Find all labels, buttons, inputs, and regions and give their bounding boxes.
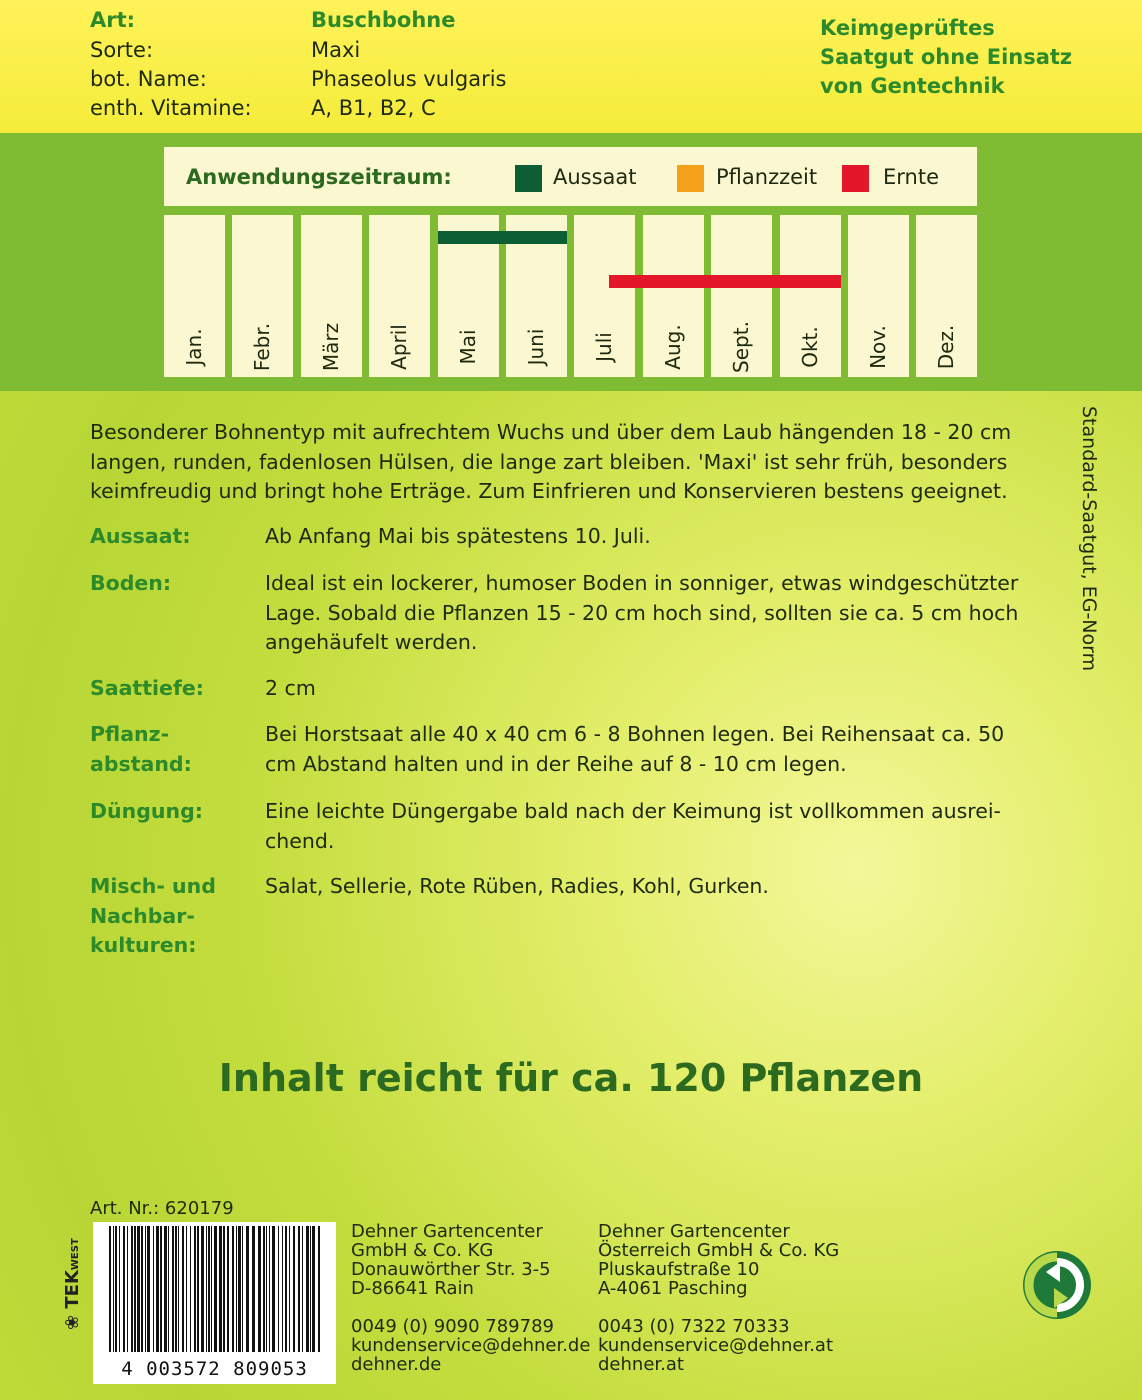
- address-de-web[interactable]: dehner.de: [351, 1354, 442, 1375]
- section-label-pflanzabstand: Pflanz- abstand:: [90, 722, 192, 776]
- month-column: [232, 215, 293, 377]
- section-text-aussaat: Ab Anfang Mai bis spätestens 10. Juli.: [265, 524, 651, 548]
- address-at: [598, 1222, 839, 1374]
- barcode-bar: [115, 1226, 117, 1352]
- barcode-bar: [293, 1226, 295, 1352]
- barcode: [93, 1222, 336, 1384]
- barcode-bar: [109, 1226, 111, 1352]
- section-text-boden: Ideal ist ein lockerer, humoser Boden in sonniger, etwas windgeschützter Lage. Sobald die Pflanzen 15 - 20 cm hoch sind, sollten sie ca. 5 cm hoch angehäufelt werden.: [265, 571, 1019, 654]
- barcode-bar: [141, 1226, 143, 1352]
- month-column: [711, 215, 772, 377]
- month-column: [301, 215, 362, 377]
- address-at-line: A-4061 Pasching: [598, 1278, 748, 1299]
- barcode-bar: [246, 1226, 249, 1352]
- barcode-bar: [123, 1226, 125, 1352]
- printer-mark: [62, 1238, 83, 1330]
- month-column: [916, 215, 977, 377]
- address-de-line: Donauwörther Str. 3-5: [351, 1259, 551, 1280]
- month-label: Mai: [455, 329, 480, 365]
- barcode-bar: [119, 1226, 120, 1352]
- barcode-bar: [232, 1226, 234, 1352]
- barcode-bar: [175, 1226, 177, 1352]
- barcode-bar: [223, 1226, 225, 1352]
- calendar-legend: [164, 147, 977, 206]
- barcode-bar: [208, 1226, 210, 1352]
- address-at-phone: 0043 (0) 7322 70333: [598, 1316, 790, 1337]
- standard-note: Standard-Saatgut, EG-Norm: [1078, 406, 1100, 672]
- month-label: Aug.: [660, 324, 685, 370]
- barcode-bar: [227, 1226, 229, 1352]
- barcode-bar: [306, 1226, 309, 1352]
- month-label: Febr.: [250, 322, 275, 372]
- badge-line-3: von Gentechnik: [820, 74, 1005, 98]
- barcode-bar: [137, 1226, 140, 1352]
- barcode-bar: [278, 1226, 279, 1352]
- barcode-bar: [242, 1226, 243, 1352]
- barcode-bar: [310, 1226, 311, 1352]
- section-label-aussaat: Aussaat:: [90, 524, 191, 548]
- address-de-line: GmbH & Co. KG: [351, 1240, 494, 1261]
- address-at-line: Österreich GmbH & Co. KG: [598, 1240, 840, 1261]
- period-bar-ernte: [609, 275, 841, 288]
- barcode-bar: [252, 1226, 255, 1352]
- article-number: Art. Nr.: 620179: [90, 1198, 234, 1219]
- barcode-bar: [289, 1226, 290, 1352]
- barcode-bar: [201, 1226, 204, 1352]
- barcode-bar: [214, 1226, 217, 1352]
- barcode-bar: [302, 1226, 303, 1352]
- barcode-bar: [178, 1226, 179, 1352]
- month-column: [643, 215, 704, 377]
- label-art: Art:: [90, 8, 136, 32]
- leaf-icon: ❀: [62, 1314, 83, 1330]
- barcode-bar: [272, 1226, 275, 1352]
- value-bot-name: Phaseolus vulgaris: [311, 67, 507, 91]
- barcode-bar: [238, 1226, 241, 1352]
- barcode-bar: [298, 1226, 300, 1352]
- barcode-bar: [160, 1226, 162, 1352]
- barcode-bar: [153, 1226, 154, 1352]
- address-at-line: Pluskaufstraße 10: [598, 1259, 760, 1280]
- month-label: Dez.: [934, 324, 959, 370]
- barcode-bar: [168, 1226, 169, 1352]
- barcode-bar: [145, 1226, 146, 1352]
- month-column: [369, 215, 430, 377]
- barcode-bar: [164, 1226, 167, 1352]
- label-bot-name: bot. Name:: [90, 67, 207, 91]
- barcode-bar: [131, 1226, 133, 1352]
- label-sorte: Sorte:: [90, 38, 154, 62]
- legend-label-aussaat: Aussaat: [553, 165, 637, 189]
- content-note: Inhalt reicht für ca. 120 Pflanzen: [218, 1056, 924, 1100]
- barcode-bar: [172, 1226, 174, 1352]
- month-column: [780, 215, 841, 377]
- barcode-bar: [263, 1226, 265, 1352]
- printer-mark-sub: WEST: [70, 1238, 81, 1271]
- section-text-duengung: Eine leichte Düngergabe bald nach der Keimung ist vollkommen ausrei- chend.: [265, 799, 1001, 853]
- barcode-bar: [312, 1226, 315, 1352]
- value-art: Buschbohne: [311, 8, 456, 32]
- barcode-bars: [93, 1222, 336, 1362]
- barcode-bar: [134, 1226, 136, 1352]
- barcode-bar: [113, 1226, 114, 1352]
- badge-line-1: Keimgeprüftes: [820, 16, 995, 40]
- address-de-line: Dehner Gartencenter: [351, 1221, 543, 1242]
- address-at-line: Dehner Gartencenter: [598, 1221, 790, 1242]
- section-label-duengung: Düngung:: [90, 799, 203, 823]
- barcode-digits: 4 003572 809053: [121, 1358, 308, 1380]
- section-text-saattiefe: 2 cm: [265, 676, 316, 700]
- section-label-mischkulturen: Misch- und Nachbar- kulturen:: [90, 874, 216, 957]
- address-de-email[interactable]: kundenservice@dehner.de: [351, 1335, 591, 1356]
- address-de-phone: 0049 (0) 9090 789789: [351, 1316, 554, 1337]
- barcode-bar: [282, 1226, 283, 1352]
- month-label: März: [318, 322, 343, 372]
- description: Besonderer Bohnentyp mit aufrechtem Wuchs und über dem Laub hängenden 18 - 20 cm langen, runden, fadenlosen Hülsen, die lange zart bleiben. 'Maxi' ist sehr früh, besonders keimfreudig und bringt hohe Erträge. Zum Einfrieren und Konservieren bestens geeignet.: [90, 420, 1012, 503]
- barcode-bar: [190, 1226, 191, 1352]
- month-label: April: [387, 324, 412, 370]
- barcode-bar: [147, 1226, 150, 1352]
- barcode-bar: [318, 1226, 320, 1352]
- barcode-bar: [156, 1226, 159, 1352]
- barcode-bar: [285, 1226, 287, 1352]
- month-label: Nov.: [866, 325, 890, 369]
- value-sorte: Maxi: [311, 38, 361, 62]
- month-label: Sept.: [729, 321, 754, 373]
- barcode-bar: [236, 1226, 237, 1352]
- barcode-bar: [266, 1226, 267, 1352]
- section-text-mischkulturen: Salat, Sellerie, Rote Rüben, Radies, Kohl, Gurken.: [265, 874, 769, 898]
- barcode-bar: [197, 1226, 199, 1352]
- legend-label-ernte: Ernte: [883, 165, 939, 189]
- address-de: [351, 1222, 590, 1374]
- printer-mark-main: TEK: [62, 1270, 83, 1309]
- section-label-boden: Boden:: [90, 571, 172, 595]
- address-at-web[interactable]: dehner.at: [598, 1354, 684, 1375]
- month-column: [848, 215, 909, 377]
- barcode-bar: [219, 1226, 222, 1352]
- legend-label-pflanzzeit: Pflanzzeit: [716, 165, 818, 189]
- legend-swatch-aussaat: [515, 165, 542, 192]
- section-text-pflanzabstand: Bei Horstsaat alle 40 x 40 cm 6 - 8 Bohnen legen. Bei Reihensaat ca. 50 cm Abstand halten und in der Reihe auf 8 - 10 cm legen.: [265, 722, 1005, 776]
- month-column: [164, 215, 225, 377]
- period-bar-aussaat: [438, 231, 567, 244]
- barcode-bar: [258, 1226, 261, 1352]
- badge-line-2: Saatgut ohne Einsatz: [820, 45, 1073, 69]
- legend-swatch-ernte: [842, 165, 869, 192]
- green-dot-recycle-icon: [1020, 1248, 1094, 1322]
- label-vitamine: enth. Vitamine:: [90, 96, 252, 120]
- address-at-email[interactable]: kundenservice@dehner.at: [598, 1335, 834, 1356]
- section-label-saattiefe: Saattiefe:: [90, 676, 204, 700]
- barcode-bar: [211, 1226, 212, 1352]
- barcode-bar: [206, 1226, 207, 1352]
- month-label: Juni: [524, 328, 548, 366]
- month-label: Okt.: [797, 326, 822, 368]
- barcode-bar: [194, 1226, 196, 1352]
- month-label: Jan.: [182, 328, 206, 366]
- barcode-bar: [182, 1226, 184, 1352]
- barcode-bar: [127, 1226, 128, 1352]
- calendar-title: Anwendungszeitraum:: [186, 165, 452, 189]
- month-column: [574, 215, 635, 377]
- address-de-line: D-86641 Rain: [351, 1278, 474, 1299]
- month-label: Juli: [592, 332, 617, 362]
- value-vitamine: A, B1, B2, C: [311, 96, 436, 120]
- legend-swatch-pflanzzeit: [677, 165, 704, 192]
- barcode-bar: [269, 1226, 270, 1352]
- barcode-bar: [186, 1226, 187, 1352]
